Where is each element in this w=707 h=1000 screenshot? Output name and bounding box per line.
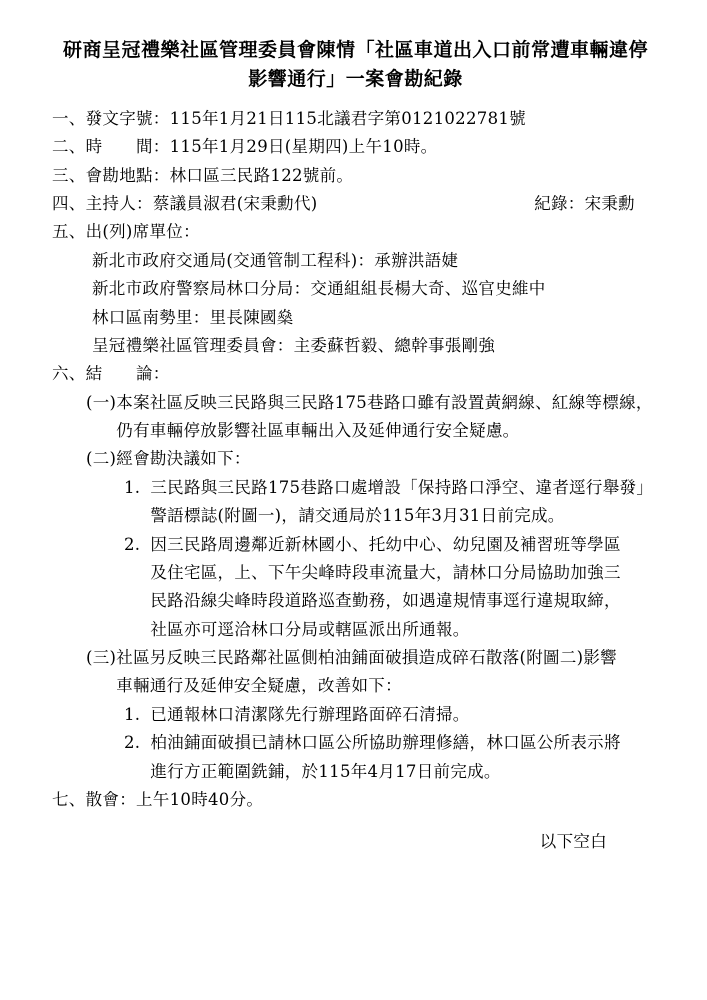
conclusion-item	[86, 445, 659, 473]
subitem-marker: 1.	[124, 477, 141, 497]
subitem-text-line: 因三民路周邊鄰近新林國小、托幼中心、幼兒園及補習班等學區	[150, 534, 621, 554]
subitem-text-line: 進行方正範圍銑鋪，於115年4月17日前完成。	[150, 761, 501, 781]
item-adjourn	[52, 786, 659, 814]
conclusion-subitem	[124, 531, 659, 645]
subitem-marker: 1.	[124, 704, 141, 724]
item-value: 115年1月29日(星期四)上午10時。	[169, 137, 438, 157]
item-chair	[52, 190, 659, 218]
item-label: 一、發文字號：	[52, 108, 170, 128]
end-note: 以下空白	[539, 832, 607, 852]
item-value: 蔡議員淑君(宋秉勳代)	[152, 194, 318, 213]
conclusion-marker: (一)	[86, 392, 117, 412]
conclusion-item	[86, 389, 659, 446]
conclusion-text-line: 車輛通行及延伸安全疑慮，改善如下：	[116, 676, 402, 696]
item-label: 三、會勘地點：	[52, 165, 170, 185]
subitem-text-line: 三民路與三民路175巷路口處增設「保持路口淨空、違者逕行舉發」	[150, 477, 654, 497]
attendee-row: 新北市政府交通局(交通管制工程科)：承辦洪語婕	[92, 250, 459, 270]
attendee-row: 林口區南勢里：里長陳國燊	[92, 307, 294, 327]
conclusion-text-line: 社區另反映三民路鄰社區側柏油鋪面破損造成碎石散落(附圖二)影響	[116, 648, 617, 667]
conclusion-text-line: 仍有車輛停放影響社區車輛出入及延伸通行安全疑慮。	[116, 421, 520, 440]
item-value: 上午10時40分。	[136, 789, 264, 809]
subitem-marker: 2.	[124, 733, 141, 753]
item-label: 二、時 間：	[52, 137, 170, 157]
conclusion-label: 六、結 論：	[52, 364, 170, 384]
conclusion-subitem	[124, 729, 659, 786]
attendee-row: 新北市政府警察局林口分局：交通組組長楊大奇、巡官史維中	[92, 279, 546, 299]
item-label: 七、散會：	[52, 789, 136, 809]
page-title	[52, 36, 659, 95]
conclusion-text-line: 經會勘決議如下：	[116, 449, 251, 469]
item-recorder: 紀錄：宋秉勳	[534, 194, 635, 213]
subitem-marker: 2.	[124, 534, 141, 554]
title-line-1: 研商呈冠禮樂社區管理委員會陳情「社區車道出入口前常遭車輛違停	[62, 39, 648, 61]
conclusion-subitem	[124, 474, 659, 531]
subitem-text-line: 警語標誌(附圖一)，請交通局於115年3月31日前完成。	[150, 506, 565, 526]
item-value: 林口區三民路122號前。	[169, 165, 354, 185]
item-attendees-label: 五、出(列)席單位：	[52, 222, 200, 242]
subitem-text-line: 社區亦可逕洽林口分局或轄區派出所通報。	[150, 619, 470, 639]
title-line-2: 影響通行」一案會勘紀錄	[248, 68, 463, 91]
conclusion-subitem	[124, 701, 659, 729]
subitem-text-line: 已通報林口清潔隊先行辦理路面碎石清掃。	[150, 704, 470, 724]
conclusion-text-line: 本案社區反映三民路與三民路175巷路口雖有設置黃網線、紅線等標線，	[116, 392, 653, 412]
item-time	[52, 133, 659, 161]
item-doc-number	[52, 105, 659, 133]
item-value: 115年1月21日115北議君字第0121022781號	[169, 108, 526, 128]
subitem-text-line: 及住宅區，上、下午尖峰時段車流量大，請林口分局協助加強三	[150, 562, 621, 582]
attendee-row: 呈冠禮樂社區管理委員會：主委蘇哲毅、總幹事張剛強	[92, 335, 496, 355]
subitem-text-line: 民路沿線尖峰時段道路巡查勤務，如遇違規情事逕行違規取締，	[150, 591, 621, 611]
conclusion-item	[86, 644, 659, 701]
subitem-text-line: 柏油鋪面破損已請林口區公所協助辦理修繕，林口區公所表示將	[150, 733, 621, 753]
conclusion-marker: (二)	[86, 449, 117, 469]
item-location	[52, 162, 659, 190]
item-label: 四、主持人：	[52, 194, 153, 213]
conclusion-marker: (三)	[86, 648, 117, 667]
